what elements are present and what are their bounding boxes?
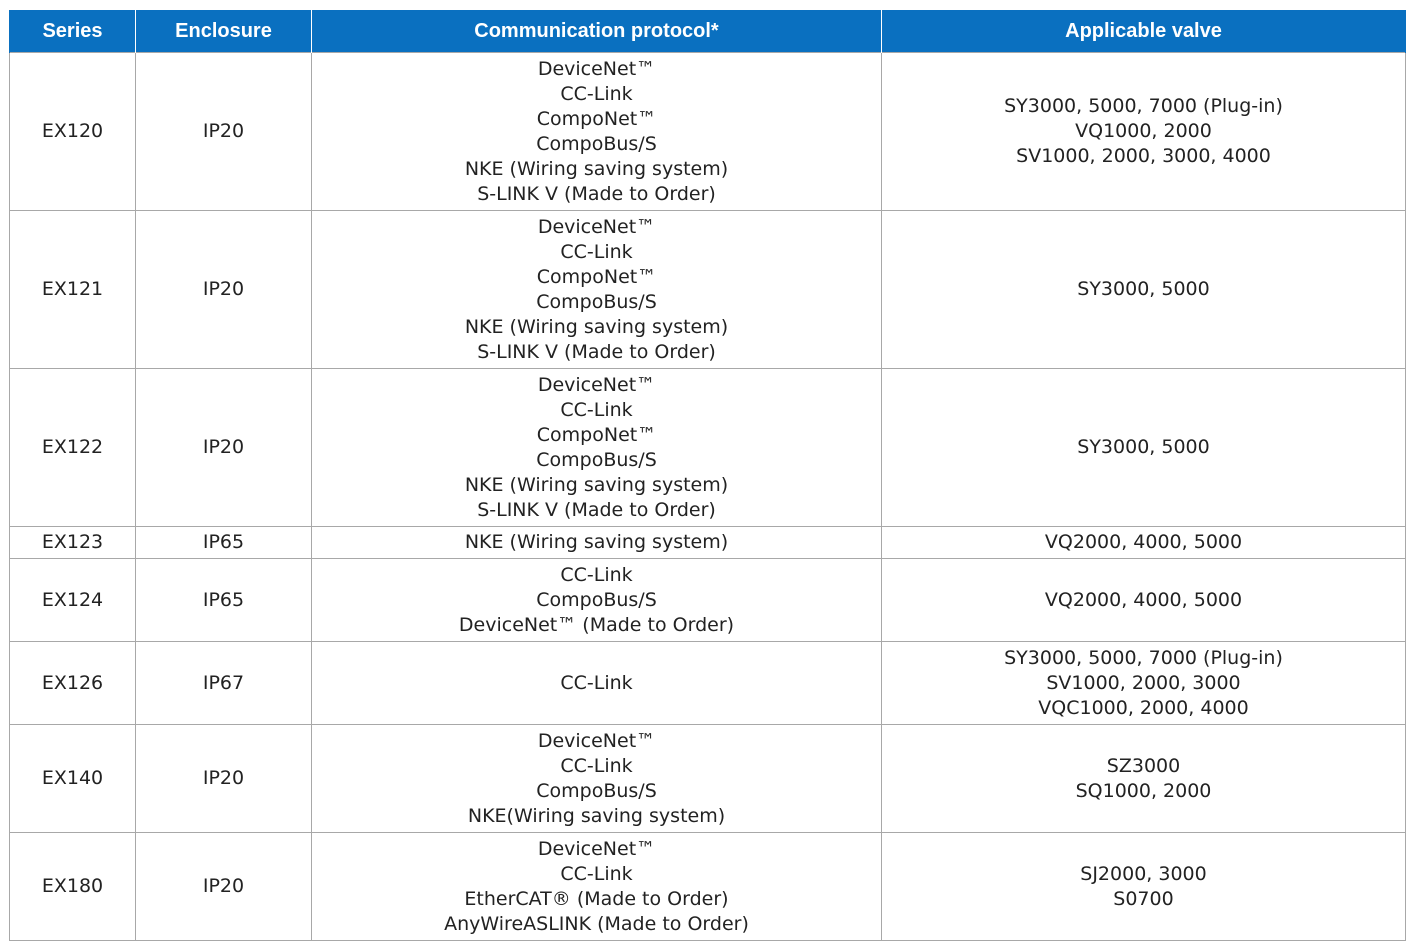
protocol-line: CompoBus/S	[536, 132, 657, 155]
valve-cell	[882, 527, 1406, 559]
enclosure-cell: IP65	[136, 559, 312, 642]
valve-line: SZ3000	[1106, 754, 1181, 777]
protocol-line: NKE (Wiring saving system)	[464, 157, 729, 180]
protocol-line: DeviceNet™	[537, 729, 656, 752]
series-cell: EX140	[10, 725, 136, 833]
enclosure-cell: IP20	[136, 53, 312, 211]
valve-cell	[882, 211, 1406, 369]
enclosure-cell: IP67	[136, 642, 312, 725]
series-cell: EX120	[10, 53, 136, 211]
header-enclosure: Enclosure	[136, 10, 312, 53]
valve-line: SY3000, 5000	[1077, 278, 1210, 300]
valve-line: SV1000, 2000, 3000, 4000	[1016, 145, 1271, 167]
header-row	[10, 10, 1406, 53]
valve-line: SY3000, 5000, 7000 (Plug-in)	[1004, 646, 1283, 669]
valve-line: SV1000, 2000, 3000	[1046, 671, 1241, 694]
protocol-line: CompoBus/S	[536, 779, 657, 802]
protocol-line: CompoNet™	[536, 107, 657, 130]
protocol-line: DeviceNet™	[537, 215, 656, 238]
header-protocol: Communication protocol*	[312, 10, 882, 53]
protocol-line: CompoNet™	[536, 265, 657, 288]
valve-line: SY3000, 5000, 7000 (Plug-in)	[1004, 95, 1283, 117]
protocol-line: CC-Link	[560, 398, 633, 421]
enclosure-cell: IP20	[136, 725, 312, 833]
valve-line: VQ2000, 4000, 5000	[1044, 531, 1243, 553]
protocol-cell	[312, 211, 882, 369]
valve-line: S0700	[1113, 887, 1174, 910]
enclosure-cell: IP65	[136, 527, 312, 559]
protocol-line: EtherCAT® (Made to Order)	[464, 887, 729, 910]
valve-cell	[882, 369, 1406, 527]
protocol-cell	[312, 369, 882, 527]
series-cell: EX124	[10, 559, 136, 642]
series-cell: EX122	[10, 369, 136, 527]
table-row	[10, 642, 1406, 725]
protocol-line: CC-Link	[560, 671, 633, 694]
spec-table	[9, 10, 1406, 941]
table-row	[10, 833, 1406, 941]
protocol-line: S-LINK V (Made to Order)	[477, 182, 716, 205]
valve-cell	[882, 642, 1406, 725]
series-cell: EX180	[10, 833, 136, 941]
protocol-line: NKE (Wiring saving system)	[464, 315, 729, 338]
header-series: Series	[10, 10, 136, 53]
protocol-line: CC-Link	[560, 563, 633, 586]
protocol-line: CompoBus/S	[536, 290, 657, 313]
protocol-line: CC-Link	[560, 862, 633, 885]
valve-cell	[882, 725, 1406, 833]
series-cell: EX126	[10, 642, 136, 725]
table-row	[10, 211, 1406, 369]
protocol-cell	[312, 725, 882, 833]
protocol-line: DeviceNet™	[537, 373, 656, 396]
protocol-line: AnyWireASLINK (Made to Order)	[444, 912, 749, 935]
protocol-cell	[312, 527, 882, 559]
protocol-line: DeviceNet™	[537, 57, 656, 80]
valve-cell	[882, 559, 1406, 642]
table-row	[10, 369, 1406, 527]
protocol-line: NKE (Wiring saving system)	[464, 473, 729, 496]
protocol-line: CC-Link	[560, 240, 633, 263]
protocol-line: CC-Link	[560, 754, 633, 777]
valve-line: SY3000, 5000	[1077, 436, 1210, 458]
table-row	[10, 725, 1406, 833]
protocol-line: S-LINK V (Made to Order)	[477, 340, 716, 363]
protocol-line: DeviceNet™ (Made to Order)	[458, 613, 735, 636]
protocol-line: CompoBus/S	[536, 588, 657, 611]
protocol-cell	[312, 559, 882, 642]
protocol-line: S-LINK V (Made to Order)	[477, 498, 716, 521]
table-body	[10, 53, 1406, 941]
enclosure-cell: IP20	[136, 833, 312, 941]
protocol-cell	[312, 642, 882, 725]
enclosure-cell: IP20	[136, 369, 312, 527]
series-cell: EX121	[10, 211, 136, 369]
enclosure-cell: IP20	[136, 211, 312, 369]
valve-line: SQ1000, 2000	[1075, 779, 1212, 802]
protocol-line: CompoNet™	[536, 423, 657, 446]
protocol-line: CompoBus/S	[536, 448, 657, 471]
valve-line: VQC1000, 2000, 4000	[1038, 696, 1249, 719]
valve-line: VQ2000, 4000, 5000	[1044, 588, 1243, 611]
table-row	[10, 527, 1406, 559]
protocol-line: CC-Link	[560, 82, 633, 105]
protocol-cell	[312, 833, 882, 941]
protocol-line: NKE(Wiring saving system)	[467, 804, 726, 827]
header-valve: Applicable valve	[882, 10, 1406, 53]
valve-cell	[882, 53, 1406, 211]
valve-line: VQ1000, 2000	[1075, 120, 1212, 142]
valve-line: SJ2000, 3000	[1080, 862, 1207, 885]
series-cell: EX123	[10, 527, 136, 559]
valve-cell	[882, 833, 1406, 941]
table-row	[10, 559, 1406, 642]
protocol-line: DeviceNet™	[537, 837, 656, 860]
table-row	[10, 53, 1406, 211]
protocol-cell	[312, 53, 882, 211]
protocol-line: NKE (Wiring saving system)	[464, 531, 729, 553]
